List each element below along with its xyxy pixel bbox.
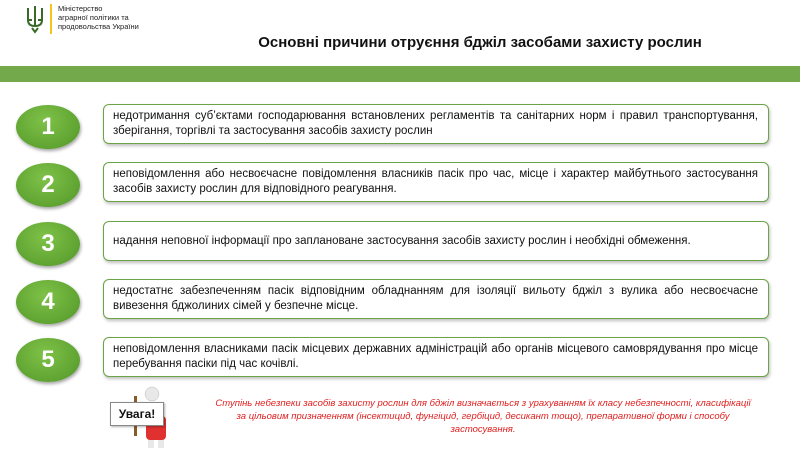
- reason-number: 1: [16, 105, 80, 149]
- ministry-divider: [50, 4, 52, 34]
- reason-box: [103, 337, 769, 377]
- ministry-line: аграрної політики та: [58, 13, 129, 22]
- reason-item-1: [0, 104, 800, 154]
- reason-box: [103, 221, 769, 261]
- warning-note: Ступінь небезпеки засобів захисту рослин для бджіл визначається з урахуванням їх класу небезпечності, класифікації за цільовим призначенням (інсектицид, фунгіцид, гербіцид, десикант тощо), препаративної форми і способу застосування.: [215, 398, 751, 435]
- warning-figure: [106, 382, 170, 448]
- reason-number: 2: [16, 163, 80, 207]
- reason-item-4: [0, 279, 800, 329]
- page-title: Основні причини отруєння бджіл засобами захисту рослин: [258, 34, 702, 51]
- reason-text: неповідомлення або несвоєчасне повідомлення власників пасік про час, місце і характер майбутнього застосування засобів захисту рослин для відповідного реагування.: [113, 168, 758, 195]
- reason-box: [103, 162, 769, 202]
- reason-item-5: [0, 337, 800, 387]
- ministry-line: продовольства України: [58, 22, 139, 31]
- reason-box: [103, 104, 769, 144]
- reason-text: недостатнє забезпеченням пасік відповідним обладнанням для ізоляції вильоту бджіл з вулика або несвоєчасне вивезення бджолиних сімей у безпечне місце.: [113, 285, 758, 312]
- reason-box: [103, 279, 769, 319]
- reason-item-3: [0, 221, 800, 271]
- reason-number: 3: [16, 222, 80, 266]
- reason-text: неповідомлення власниками пасік місцевих державних адміністрацій або органів місцевого самоврядування про місце перебування пасіки під час кочівлі.: [113, 343, 758, 370]
- ministry-logo: [24, 4, 178, 34]
- trident-icon: [24, 4, 46, 34]
- ministry-line: Міністерство: [58, 4, 103, 13]
- reason-text: надання неповної інформації про заплановане застосування засобів захисту рослин і необхідні обмеження.: [113, 234, 691, 247]
- reason-number: 4: [16, 280, 80, 324]
- ministry-name: [58, 4, 178, 31]
- reason-number: 5: [16, 338, 80, 382]
- warning-sign: Увага!: [110, 402, 164, 426]
- reason-item-2: [0, 162, 800, 212]
- reason-text: недотримання суб’єктами господарювання встановлених регламентів та санітарних норм і правил транспортування, зберігання, торгівлі та застосування засобів захисту рослин: [113, 110, 758, 137]
